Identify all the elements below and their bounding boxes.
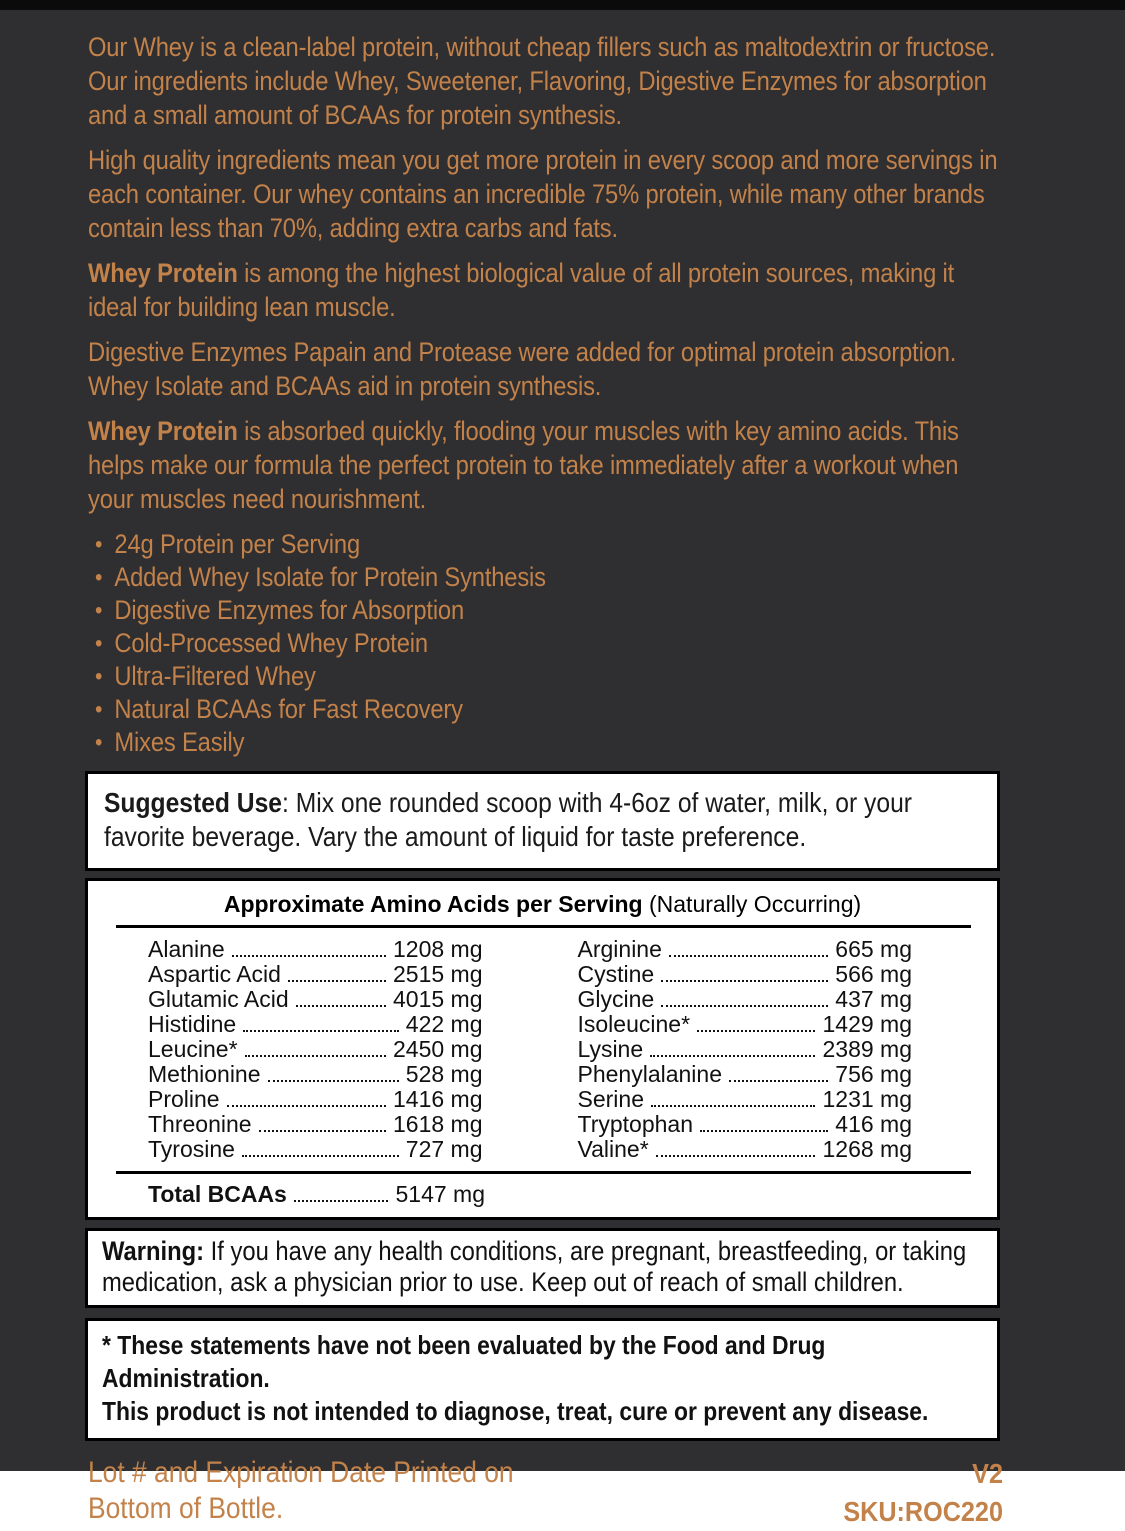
amino-row xyxy=(148,987,483,1012)
amino-name: Alanine xyxy=(148,936,225,962)
total-bcaas-row xyxy=(148,1181,485,1207)
amino-name: Tryptophan xyxy=(577,1111,693,1137)
total-bcaas-label: Total BCAAs xyxy=(148,1181,287,1207)
amino-row xyxy=(578,987,913,1012)
paragraph-text: Digestive Enzymes Papain and Protease were added for optimal protein absorption. Whey Isolate and BCAAs aid in protein synthesis. xyxy=(88,337,957,401)
amino-title-normal: (Naturally Occurring) xyxy=(642,891,862,917)
label-content xyxy=(88,10,1003,1531)
amino-row xyxy=(578,1062,913,1087)
amino-row xyxy=(148,1037,483,1062)
marketing-paragraph xyxy=(88,143,1003,245)
top-black-strip xyxy=(0,0,1125,10)
dot-leader xyxy=(245,1055,386,1057)
amino-name: Cystine xyxy=(577,961,655,987)
lot-note-line2: Bottom of Bottle. xyxy=(88,1492,284,1525)
amino-value: 2450 mg xyxy=(392,1036,483,1062)
suggested-use-box xyxy=(85,771,1000,871)
warning-box xyxy=(85,1228,1000,1308)
amino-name: Lysine xyxy=(577,1036,644,1062)
dot-leader xyxy=(268,1080,399,1082)
paragraph-lead: Whey Protein xyxy=(88,258,238,288)
label-footer xyxy=(88,1455,1003,1531)
amino-value: 2389 mg xyxy=(822,1036,912,1062)
amino-name: Tyrosine xyxy=(148,1136,235,1162)
dot-leader xyxy=(651,1105,816,1107)
warning-lead: Warning: xyxy=(102,1236,205,1266)
version-sku-block xyxy=(770,1455,1003,1531)
amino-row xyxy=(148,1112,483,1137)
marketing-copy xyxy=(88,30,1003,759)
dot-leader xyxy=(700,1130,828,1132)
paragraph-lead: Whey Protein xyxy=(88,416,238,446)
dot-leader xyxy=(661,980,828,982)
amino-acids-box xyxy=(85,878,1000,1220)
amino-row xyxy=(148,1087,483,1112)
dot-leader xyxy=(656,1155,816,1157)
amino-row xyxy=(148,1012,483,1037)
amino-row xyxy=(578,962,913,987)
amino-right-column xyxy=(578,937,913,1162)
amino-value: 4015 mg xyxy=(392,986,483,1012)
amino-name: Serine xyxy=(577,1086,644,1112)
amino-value: 416 mg xyxy=(835,1111,912,1137)
dot-leader xyxy=(661,1005,828,1007)
paragraph-text: is among the highest biological value of all protein sources, making it ideal for building lean muscle. xyxy=(88,258,955,322)
suggested-use-text xyxy=(104,786,981,854)
amino-row xyxy=(578,1137,913,1162)
bullet-item: • Added Whey Isolate for Protein Synthesis xyxy=(88,561,1003,594)
amino-row xyxy=(148,937,483,962)
total-bcaas-value: 5147 mg xyxy=(395,1181,485,1207)
warning-body: If you have any health conditions, are pregnant, breastfeeding, or taking medication, ask a physician prior to use. Keep out of reach of small children. xyxy=(102,1236,967,1297)
amino-name: Proline xyxy=(148,1086,220,1112)
amino-row xyxy=(148,1062,483,1087)
marketing-paragraph xyxy=(88,414,1003,516)
amino-name: Methionine xyxy=(148,1061,261,1087)
fda-disclaimer-text xyxy=(102,1329,989,1428)
amino-row xyxy=(148,1137,483,1162)
lot-note-line1: Lot # and Expiration Date Printed on xyxy=(88,1456,514,1489)
amino-row xyxy=(578,1087,913,1112)
bullet-item: • Ultra-Filtered Whey xyxy=(88,660,1003,693)
amino-name: Arginine xyxy=(577,936,662,962)
amino-title-bold: Approximate Amino Acids per Serving xyxy=(223,891,643,917)
marketing-paragraph xyxy=(88,256,1003,324)
amino-value: 756 mg xyxy=(835,1061,912,1087)
bullet-item: • Mixes Easily xyxy=(88,726,1003,759)
amino-name: Aspartic Acid xyxy=(148,961,281,987)
amino-table-bottom-rule xyxy=(116,1171,971,1174)
dot-leader xyxy=(729,1080,828,1082)
amino-name: Threonine xyxy=(148,1111,252,1137)
amino-table-top-rule xyxy=(116,925,971,928)
amino-row xyxy=(578,937,913,962)
marketing-paragraph xyxy=(88,335,1003,403)
amino-name: Histidine xyxy=(148,1011,237,1037)
dot-leader xyxy=(288,980,386,982)
dot-leader xyxy=(259,1130,386,1132)
amino-name: Glycine xyxy=(577,986,655,1012)
amino-row xyxy=(578,1112,913,1137)
paragraph-text: Our Whey is a clean-label protein, without cheap fillers such as maltodextrin or fructose. Our ingredients include Whey, Sweetener, Flavoring, Digestive Enzymes for absorption and a small amount of BCAAs for protein synthesis. xyxy=(88,32,996,130)
paragraph-text: High quality ingredients mean you get more protein in every scoop and more servings in each container. Our whey contains an incredible 75% protein, while many other brands contain less than 70%, adding extra carbs and fats. xyxy=(88,145,998,243)
bullet-item: • Cold-Processed Whey Protein xyxy=(88,627,1003,660)
dot-leader xyxy=(242,1155,399,1157)
amino-value: 1208 mg xyxy=(392,936,483,962)
warning-text xyxy=(102,1236,989,1298)
amino-value: 422 mg xyxy=(405,1011,483,1037)
amino-row xyxy=(578,1037,913,1062)
amino-value: 665 mg xyxy=(835,936,912,962)
amino-left-column xyxy=(148,937,483,1162)
amino-name: Phenylalanine xyxy=(577,1061,723,1087)
dot-leader xyxy=(669,955,828,957)
version-code: V2 xyxy=(972,1458,1003,1489)
amino-row xyxy=(578,1012,913,1037)
bullet-item: • Digestive Enzymes for Absorption xyxy=(88,594,1003,627)
dot-leader xyxy=(650,1055,815,1057)
amino-value: 437 mg xyxy=(835,986,912,1012)
fda-disclaimer-box xyxy=(85,1318,1000,1441)
amino-value: 528 mg xyxy=(405,1061,483,1087)
paragraph-text: is absorbed quickly, flooding your muscles with key amino acids. This helps make our formula the perfect protein to take immediately after a workout when your muscles need nourishment. xyxy=(88,416,959,514)
amino-value: 727 mg xyxy=(405,1136,483,1162)
amino-value: 1268 mg xyxy=(822,1136,912,1162)
amino-value: 1429 mg xyxy=(822,1011,912,1037)
fda-disclaimer-line1: * These statements have not been evaluated by the Food and Drug Administration. xyxy=(102,1330,826,1393)
suggested-use-body: : Mix one rounded scoop with 4-6oz of water, milk, or your favorite beverage. Vary the amount of liquid for taste preference. xyxy=(104,787,912,852)
feature-bullet-list xyxy=(88,528,1003,759)
amino-value: 566 mg xyxy=(835,961,912,987)
amino-value: 1618 mg xyxy=(392,1111,483,1137)
marketing-paragraph xyxy=(88,30,1003,132)
amino-name: Glutamic Acid xyxy=(148,986,289,1012)
bullet-item: • 24g Protein per Serving xyxy=(88,528,1003,561)
dot-leader xyxy=(697,1030,815,1032)
amino-table-title xyxy=(98,891,987,918)
bullet-item: • Natural BCAAs for Fast Recovery xyxy=(88,693,1003,726)
amino-name: Leucine* xyxy=(148,1036,238,1062)
amino-name: Valine* xyxy=(577,1136,649,1162)
dot-leader xyxy=(227,1105,386,1107)
dot-leader xyxy=(294,1200,389,1202)
lot-expiration-note xyxy=(88,1455,665,1527)
sku-code: SKU:ROC220 xyxy=(843,1496,1003,1527)
suggested-use-lead: Suggested Use xyxy=(104,787,283,818)
dot-leader xyxy=(243,1030,399,1032)
dot-leader xyxy=(296,1005,386,1007)
fda-disclaimer-line2: This product is not intended to diagnose, treat, cure or prevent any disease. xyxy=(102,1396,929,1426)
amino-value: 1416 mg xyxy=(392,1086,483,1112)
amino-table-columns xyxy=(88,937,997,1162)
amino-value: 2515 mg xyxy=(392,961,483,987)
amino-row xyxy=(148,962,483,987)
amino-name: Isoleucine* xyxy=(577,1011,691,1037)
amino-value: 1231 mg xyxy=(822,1086,912,1112)
dot-leader xyxy=(232,955,386,957)
